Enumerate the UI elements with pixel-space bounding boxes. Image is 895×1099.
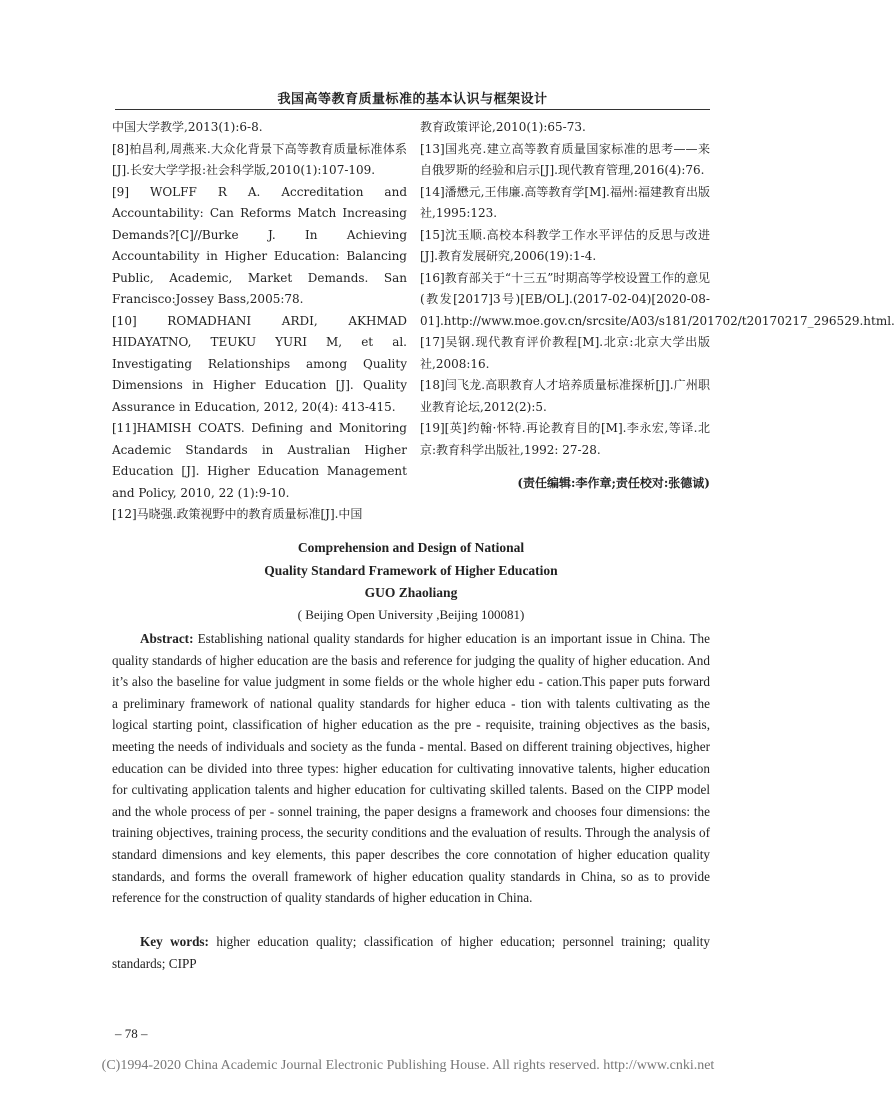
editor-note: (责任编辑:李作章;责任校对:张德诚) — [517, 476, 710, 490]
abstract-text: Establishing national quality standards for higher education is an important issue in China. The quality standards of higher education are the basis and reference for judging the quality of higher education. And it’s also the baseline for value judgment in some fields or the whole higher edu - cation.This paper puts forward a preliminary framework of national quality standards for higher educa - tion with talents cultivating as the logical starting point, classification of higher education as the pre - requisite, training objectives as the basis, meeting the needs of individuals and society as the funda - mental. Based on different training objectives, higher education can be divided into three types: higher education for cultivating innovative talents, higher education for cultivating application talents and higher education for cultivating skilled talents. Based on the CIPP model and the whole process of per - sonnel training, the paper designs a framework and chooses four dimensions: the training objectives, training process, the security conditions and the evaluation of results. Through the analysis of standard dimensions and key elements, this paper describes the core connotation of higher education quality standards, and forms the overall framework of higher education quality standards in China, so as to provide reference for the construction of quality standards of higher education in China. — [112, 631, 710, 906]
keywords-label: Key words: — [140, 934, 209, 949]
reference-item: [11]HAMISH COATS. Defining and Monitoring Academic Standards in Australian Higher Education [J]. Higher Education Management and Policy, 2010, 22 (1):9-10. — [112, 421, 407, 500]
abstract-label: Abstract: — [140, 631, 194, 646]
reference-item: [17]吴钢.现代教育评价教程[M].北京:北京大学出版社,2008:16. — [420, 335, 710, 371]
reference-item: [16]教育部关于“十三五”时期高等学校设置工作的意见(教发[2017]3号)[EB/OL].(2017-02-04)[2020-08-01].http://www.moe.gov.cn/srcsite/A03/s181/201702/t20170217_296529.html. — [420, 270, 895, 328]
reference-item: [10] ROMADHANI ARDI, AKHMAD HIDAYATNO, TEUKU YURI M, et al. Investigating Relationships among Quality Dimensions in Higher Education [J]. Quality Assurance in Education, 2012, 20(4): 413-415. — [112, 313, 407, 414]
reference-item: [12]马晓强.政策视野中的教育质量标准[J].中国 — [112, 507, 363, 521]
english-author: GUO Zhaoliang — [364, 585, 458, 600]
running-header: 我国高等教育质量标准的基本认识与框架设计 — [277, 92, 548, 107]
reference-item: 教育政策评论,2010(1):65-73. — [420, 120, 586, 134]
keywords-text: higher education quality; classification of higher education; personnel training; quality standards; CIPP — [112, 934, 710, 971]
copyright-notice: (C)1994-2020 China Academic Journal Electronic Publishing House. All rights reserved. http://www.cnki.net — [101, 1058, 715, 1073]
english-keywords — [112, 931, 710, 974]
reference-item: [8]柏昌利,周燕来.大众化背景下高等教育质量标准体系[J].长安大学学报:社会科学版,2010(1):107-109. — [112, 141, 407, 177]
reference-item: [18]闫飞龙.高职教育人才培养质量标准探析[J].广州职业教育论坛,2012(2):5. — [420, 378, 710, 414]
reference-item: [14]潘懋元,王伟廉.高等教育学[M].福州:福建教育出版社,1995:123. — [420, 184, 710, 220]
reference-item: [19][英]约翰·怀特.再论教育目的[M].李永宏,等译.北京:教育科学出版社,1992: 27-28. — [420, 421, 710, 457]
reference-item: 中国大学教学,2013(1):6-8. — [112, 120, 263, 134]
references-right-column — [420, 117, 895, 507]
page-number: – 78 – — [115, 1026, 148, 1041]
header-rule — [115, 109, 710, 110]
reference-item: [15]沈玉顺.高校本科教学工作水平评估的反思与改进[J].教育发展研究,2006(19):1-4. — [420, 227, 710, 263]
english-abstract — [112, 628, 710, 909]
english-title-line-2: Quality Standard Framework of Higher Education — [264, 563, 558, 578]
english-title-line-1: Comprehension and Design of National — [297, 540, 525, 555]
references-left-column — [112, 117, 407, 526]
english-affiliation: ( Beijing Open University ,Beijing 100081) — [297, 607, 525, 622]
reference-item: [13]国兆亮.建立高等教育质量国家标准的思考——来自俄罗斯的经验和启示[J].现代教育管理,2016(4):76. — [420, 141, 710, 177]
reference-item: [9] WOLFF R A. Accreditation and Accountability: Can Reforms Match Increasing Demands?[C]//Burke J. In Achieving Accountability in Higher Education: Balancing Public, Academic, Market Demands. San Francisco:Jossey Bass,2005:78. — [112, 184, 407, 306]
